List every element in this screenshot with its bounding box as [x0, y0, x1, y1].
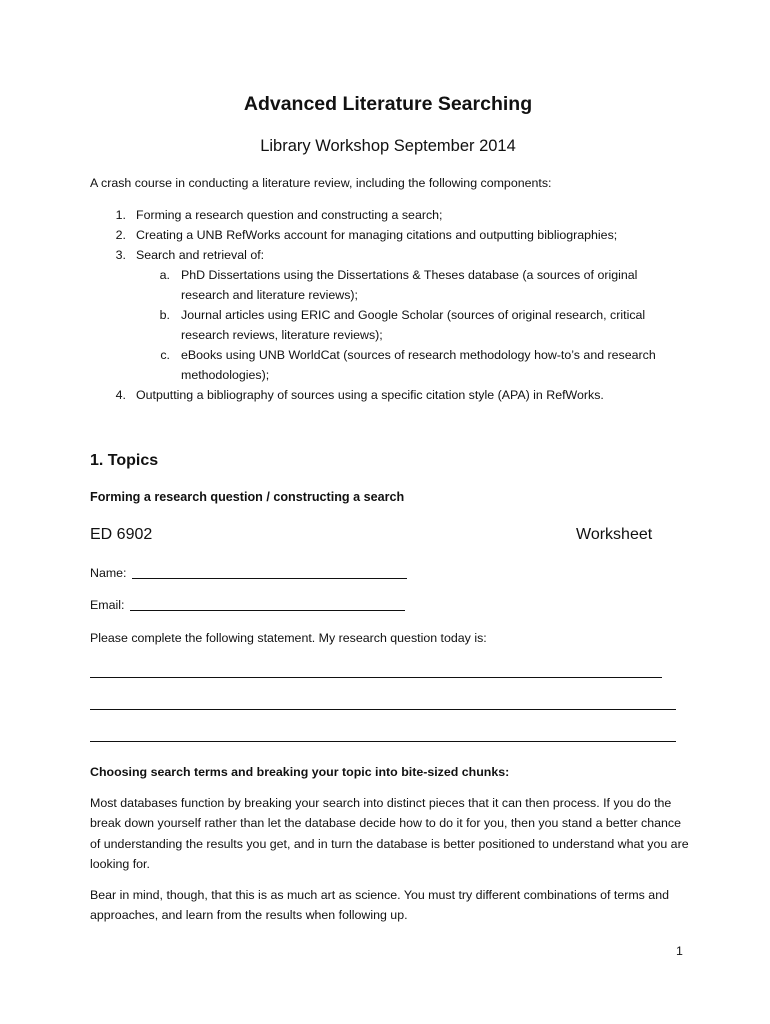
- sublist-label: b.: [159, 308, 170, 322]
- worksheet-label: Worksheet: [576, 526, 653, 543]
- name-label: Name:: [90, 566, 127, 580]
- section-heading: 1. Topics: [90, 452, 159, 469]
- list-item: Outputting a bibliography of sources using a specific citation style (APA) in RefWorks.: [136, 388, 604, 402]
- sublist-item-line: research reviews, literature reviews);: [181, 328, 383, 342]
- list-number: 4.: [115, 388, 126, 402]
- sublist-item-line: PhD Dissertations using the Dissertations & Theses database (a sources of original: [181, 268, 638, 282]
- sublist-item-line: methodologies);: [181, 368, 270, 382]
- email-field[interactable]: [130, 610, 405, 611]
- list-number: 1.: [115, 208, 126, 222]
- list-item: Creating a UNB RefWorks account for managing citations and outputting bibliographies;: [136, 228, 618, 242]
- chunks-heading: Choosing search terms and breaking your topic into bite-sized chunks:: [90, 765, 510, 779]
- course-code: ED 6902: [90, 526, 153, 543]
- list-item: Search and retrieval of:: [136, 248, 265, 262]
- page-number: 1: [676, 944, 683, 958]
- sublist-item-line: eBooks using UNB WorldCat (sources of research methodology how-to’s and research: [181, 348, 656, 362]
- name-field[interactable]: [132, 578, 407, 579]
- sublist-label: c.: [160, 348, 170, 362]
- research-question-line[interactable]: [90, 677, 662, 678]
- list-number: 3.: [115, 248, 126, 262]
- document-title: Advanced Literature Searching: [243, 93, 533, 115]
- email-label: Email:: [90, 598, 125, 612]
- research-question-line[interactable]: [90, 709, 676, 710]
- research-question-line[interactable]: [90, 741, 676, 742]
- paragraph-art-science: Bear in mind, though, that this is as much art as science. You must try different combinations of terms and approaches, and learn from the results when following up.: [90, 888, 669, 923]
- sublist-label: a.: [159, 268, 170, 282]
- sublist-item-line: research and literature reviews);: [181, 288, 358, 302]
- list-item: Forming a research question and constructing a search;: [136, 208, 443, 222]
- list-number: 2.: [115, 228, 126, 242]
- section-subheading: Forming a research question / constructing a search: [90, 490, 405, 504]
- document-subtitle: Library Workshop September 2014: [260, 137, 516, 155]
- sublist-item-line: Journal articles using ERIC and Google Scholar (sources of original research, critical: [181, 308, 646, 322]
- research-question-prompt: Please complete the following statement. My research question today is:: [90, 631, 487, 645]
- paragraph-databases: Most databases function by breaking your search into distinct pieces that it can then process. If you do the break down yourself rather than let the database decide how to do it for you, then you stand a better chance of understanding the results you get, and in turn the database is better positioned to understand what you are looking for.: [90, 796, 689, 871]
- intro-text: A crash course in conducting a literature review, including the following components:: [90, 176, 552, 190]
